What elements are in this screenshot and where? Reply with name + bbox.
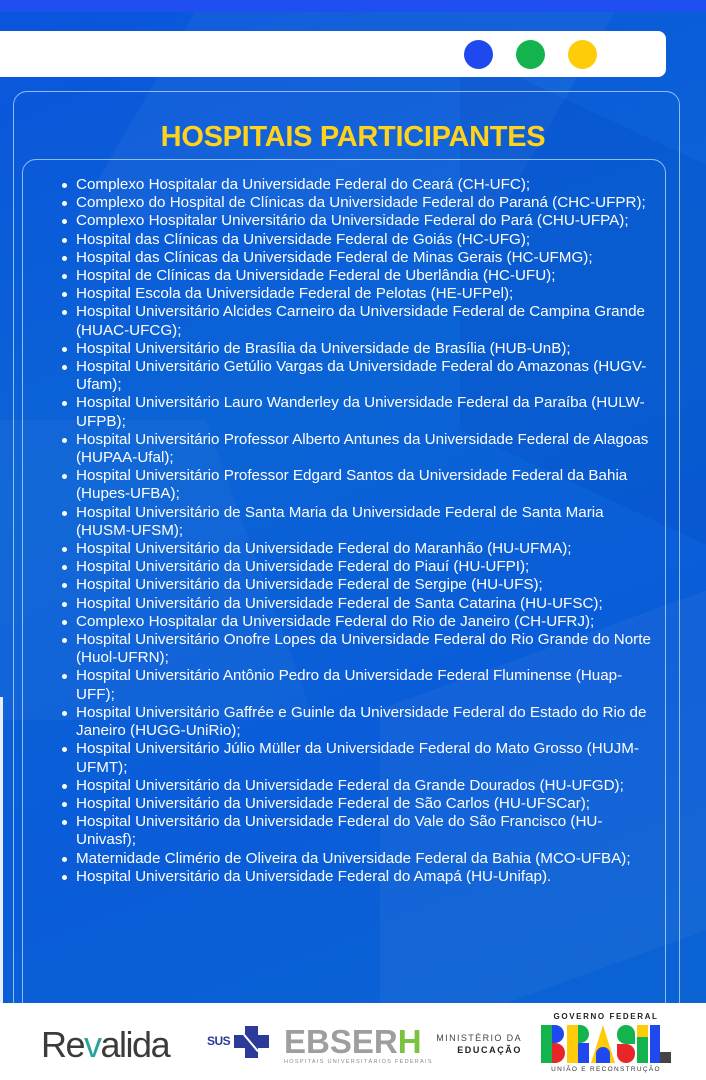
yellow-dot-icon <box>568 40 597 69</box>
ebserh-logo-h: H <box>397 1023 422 1060</box>
page-title: HOSPITAIS PARTICIPANTES <box>160 121 546 153</box>
hospital-list-item: Hospital Universitário Getúlio Vargas da Universidade Federal do Amazonas (HUGV-Ufam); <box>59 358 659 394</box>
hospital-list-item: Hospital Universitário Gaffrée e Guinle da Universidade Federal do Estado do Rio de Janeiro (HUGG-UniRio); <box>59 704 659 740</box>
gov-logo-top-text: GOVERNO FEDERAL <box>553 1012 659 1021</box>
hospital-list-item: Hospital Universitário da Universidade Federal de Santa Catarina (HU-UFSC); <box>59 595 659 613</box>
mec-logo <box>434 1033 522 1055</box>
governo-federal-logo <box>541 1012 671 1073</box>
revalida-logo <box>41 1024 169 1066</box>
ebserh-logo-subtitle: HOSPITAIS UNIVERSITÁRIOS FEDERAIS <box>284 1059 433 1065</box>
blue-dot-icon <box>464 40 493 69</box>
hospital-list-item: Hospital Universitário Alcides Carneiro da Universidade Federal de Campina Grande (HUAC-UFCG); <box>59 303 659 339</box>
hospital-list-item: Hospital Universitário da Universidade Federal do Vale do São Francisco (HU-Univasf); <box>59 813 659 849</box>
hospital-list-item: Hospital Universitário de Brasília da Universidade de Brasília (HUB-UnB); <box>59 340 659 358</box>
hospital-list-item: Hospital Escola da Universidade Federal de Pelotas (HE-UFPel); <box>59 285 659 303</box>
mec-logo-line2: EDUCAÇÃO <box>457 1045 522 1055</box>
hospital-list-item: Hospital Universitário Lauro Wanderley da Universidade Federal da Paraíba (HULW-UFPB); <box>59 394 659 430</box>
hospital-list-item: Hospital Universitário de Santa Maria da Universidade Federal de Santa Maria (HUSM-UFSM); <box>59 504 659 540</box>
revalida-logo-text: Re <box>41 1024 85 1065</box>
hospital-list-item: Hospital Universitário Professor Alberto Antunes da Universidade Federal de Alagoas (HUPAA-Ufal); <box>59 431 659 467</box>
mec-logo-line1: MINISTÉRIO DA <box>436 1033 522 1043</box>
footer-logos <box>0 1003 706 1080</box>
revalida-logo-text: alida <box>100 1024 170 1065</box>
hospital-list-item: Complexo Hospitalar da Universidade Federal do Rio de Janeiro (CH-UFRJ); <box>59 613 659 631</box>
ebserh-logo-text: EBSER <box>284 1023 398 1060</box>
hospital-list-item: Hospital Universitário da Universidade Federal do Piauí (HU-UFPI); <box>59 558 659 576</box>
revalida-logo-v: v <box>84 1024 101 1065</box>
hospital-list-item: Hospital Universitário da Universidade Federal do Maranhão (HU-UFMA); <box>59 540 659 558</box>
top-band <box>0 0 706 12</box>
ebserh-logo <box>284 1025 433 1065</box>
brasil-logo-icon <box>541 1025 671 1063</box>
hospital-list-item: Hospital das Clínicas da Universidade Federal de Minas Gerais (HC-UFMG); <box>59 249 659 267</box>
hospital-list-item: Hospital Universitário Antônio Pedro da Universidade Federal Fluminense (Huap-UFF); <box>59 667 659 703</box>
hospital-list-item: Hospital Universitário Professor Edgard Santos da Universidade Federal da Bahia (Hupes-UFBA); <box>59 467 659 503</box>
hospital-list-item: Hospital Universitário da Universidade Federal de São Carlos (HU-UFSCar); <box>59 795 659 813</box>
hospital-list-item: Hospital Universitário da Universidade Federal da Grande Dourados (HU-UFGD); <box>59 777 659 795</box>
hospital-list-item: Hospital Universitário Onofre Lopes da Universidade Federal do Rio Grande do Norte (Huol-UFRN); <box>59 631 659 667</box>
hospital-list-item: Complexo do Hospital de Clínicas da Universidade Federal do Paraná (CHC-UFPR); <box>59 194 659 212</box>
hospital-list-item: Hospital das Clínicas da Universidade Federal de Goiás (HC-UFG); <box>59 231 659 249</box>
hospital-list-item: Maternidade Climério de Oliveira da Universidade Federal da Bahia (MCO-UFBA); <box>59 850 659 868</box>
hospital-list-item: Complexo Hospitalar da Universidade Federal do Ceará (CH-UFC); <box>59 176 659 194</box>
left-edge-strip <box>0 697 3 1003</box>
sus-logo-text: SUS <box>207 1034 231 1048</box>
ebserh-logo-word <box>284 1025 433 1058</box>
hospital-list-item: Hospital de Clínicas da Universidade Federal de Uberlândia (HC-UFU); <box>59 267 659 285</box>
window-header-bar <box>0 31 666 77</box>
hospital-list-item: Hospital Universitário Júlio Müller da Universidade Federal do Mato Grosso (HUJM-UFMT); <box>59 740 659 776</box>
hospital-list-item: Hospital Universitário da Universidade Federal do Amapá (HU-Unifap). <box>59 868 659 886</box>
hospital-list-item: Complexo Hospitalar Universitário da Universidade Federal do Pará (CHU-UFPA); <box>59 212 659 230</box>
gov-logo-bottom-text: UNIÃO E RECONSTRUÇÃO <box>551 1066 661 1073</box>
hospital-list <box>59 176 659 886</box>
green-dot-icon <box>516 40 545 69</box>
hospital-list-item: Hospital Universitário da Universidade Federal de Sergipe (HU-UFS); <box>59 576 659 594</box>
